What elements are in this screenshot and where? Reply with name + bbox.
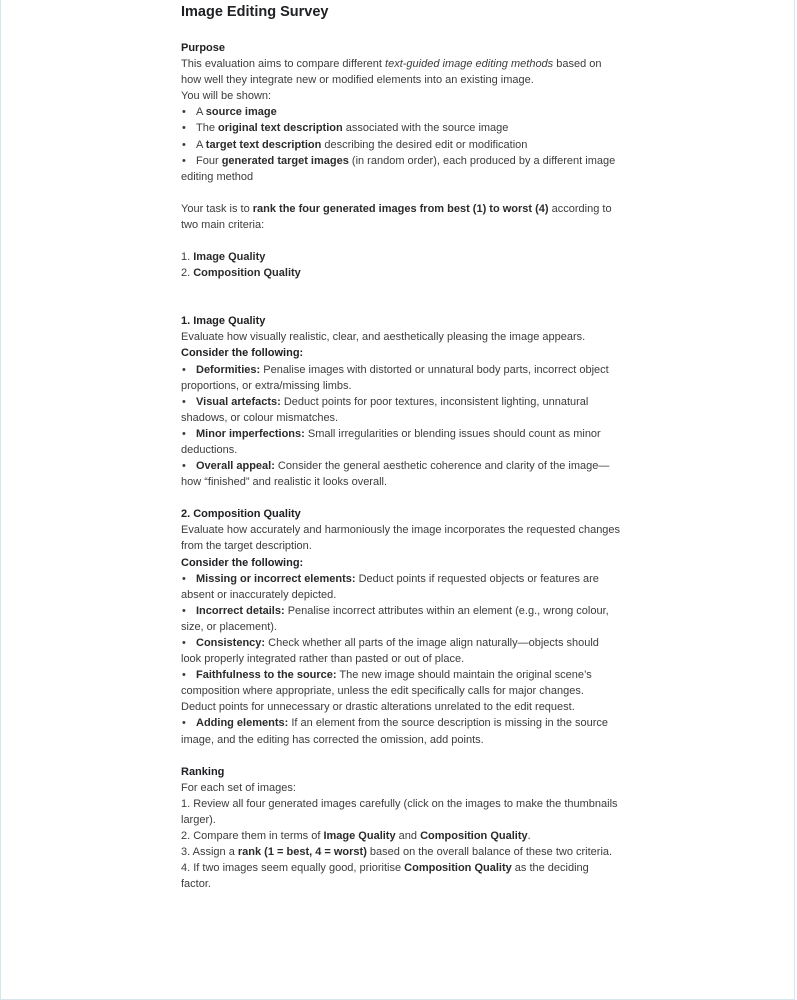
- list-item: • Visual artefacts: Deduct points for poor textures, inconsistent lighting, unnatural shadows, or colour mismatches.: [181, 395, 589, 424]
- ranking-step-1: 1. Review all four generated images carefully (click on the images to make the thumbnails larger).: [181, 797, 618, 826]
- ranking-heading: Ranking: [181, 765, 225, 778]
- list-item: • Overall appeal: Consider the general aesthetic coherence and clarity of the image—how “finished” and realistic it looks overall.: [181, 460, 610, 489]
- composition-quality-consider: Consider the following:: [181, 556, 304, 569]
- image-quality-description: Evaluate how visually realistic, clear, and aesthetically pleasing the image appears.: [181, 331, 586, 344]
- ranking-step-4: 4. If two images seem equally good, prioritise Composition Quality as the deciding factor.: [181, 862, 589, 891]
- image-quality-list: [181, 362, 621, 491]
- shown-label: You will be shown:: [181, 90, 272, 103]
- survey-content: [181, 2, 621, 892]
- image-quality-consider: Consider the following:: [181, 347, 304, 360]
- criterion-composition-quality: 2. Composition Quality: [181, 267, 301, 280]
- list-item: • Missing or incorrect elements: Deduct points if requested objects or features are absent or inaccurately depicted.: [181, 572, 599, 601]
- list-item: • Consistency: Check whether all parts of the image align naturally—objects should look properly integrated rather than pasted or out of place.: [181, 637, 599, 666]
- criterion-image-quality: 1. Image Quality: [181, 251, 266, 264]
- shown-list: [181, 104, 621, 184]
- list-item: • Four generated target images (in random order), each produced by a different image editing method: [181, 154, 616, 183]
- ranking-step-2: 2. Compare them in terms of Image Quality and Composition Quality.: [181, 830, 531, 843]
- composition-quality-list: [181, 571, 621, 748]
- purpose-heading: Purpose: [181, 42, 226, 54]
- list-item: • A target text description describing the desired edit or modification: [182, 138, 528, 151]
- list-item: • Adding elements: If an element from the source description is missing in the source image, and the editing has corrected the omission, add points.: [181, 717, 609, 746]
- list-item: • Deformities: Penalise images with distorted or unnatural body parts, incorrect object proportions, or extra/missing limbs.: [181, 363, 609, 392]
- composition-quality-description: Evaluate how accurately and harmoniously the image incorporates the requested changes from the target description.: [181, 524, 621, 553]
- ranking-intro: For each set of images:: [181, 781, 296, 794]
- task-description: Your task is to rank the four generated images from best (1) to worst (4) according to two main criteria:: [181, 202, 612, 231]
- composition-quality-heading: 2. Composition Quality: [181, 508, 301, 521]
- list-item: • Minor imperfections: Small irregularities or blending issues should count as minor deductions.: [181, 427, 601, 456]
- list-item: • Faithfulness to the source: The new image should maintain the original scene’s composition where appropriate, unless the edit specifically calls for major changes. Deduct points for unnecessary or drastic alterations unrelated to the edit request.: [181, 669, 592, 714]
- list-item: • The original text description associated with the source image: [182, 122, 509, 135]
- page-title: Image Editing Survey: [181, 4, 329, 20]
- purpose-intro: This evaluation aims to compare different text-guided image editing methods based on how well they integrate new or modified elements into an existing image.: [181, 58, 602, 87]
- image-quality-heading: 1. Image Quality: [181, 315, 266, 328]
- list-item: • Incorrect details: Penalise incorrect attributes within an element (e.g., wrong colour, size, or placement).: [181, 604, 609, 633]
- ranking-step-3: 3. Assign a rank (1 = best, 4 = worst) based on the overall balance of these two criteria.: [181, 846, 613, 859]
- list-item: • A source image: [182, 106, 277, 119]
